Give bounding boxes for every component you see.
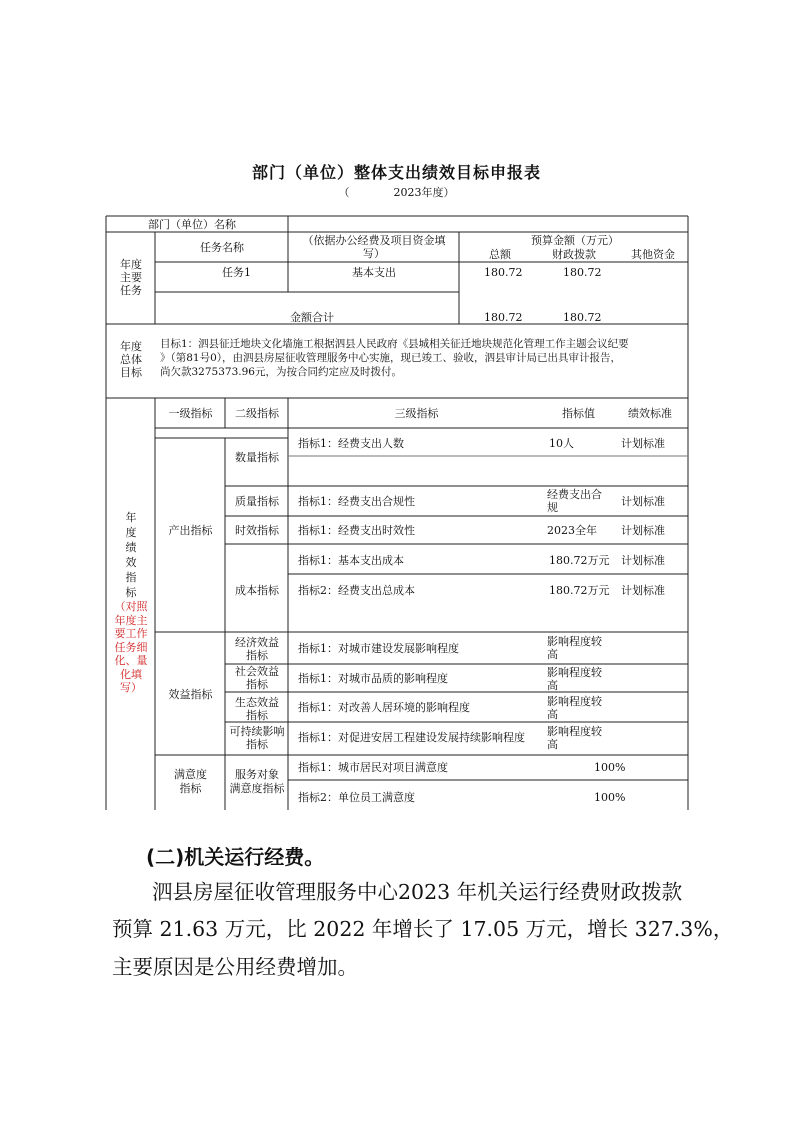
task1-total: 180.72 xyxy=(484,266,523,279)
eco-label-1: 生态效益 xyxy=(235,696,279,709)
overall-goal-line-1: 目标1：泗县征迁地块文化墙施工根据泗县人民政府《县城相关征迁地块规范化管理工作主题会议纪要 xyxy=(160,338,629,350)
task1-basis: 基本支出 xyxy=(352,266,396,279)
indicator-timeliness-1: 指标1：经费支出时效性 xyxy=(298,524,415,537)
service-label-2: 满意度指标 xyxy=(229,782,285,795)
annual-tasks-label-2: 主要 xyxy=(120,271,142,284)
other-header: 其他资金 xyxy=(631,248,675,261)
indicator-cost-1-value: 180.72万元 xyxy=(549,554,610,567)
sustain-benefit-label xyxy=(224,725,290,751)
indicator-cost-2: 指标2：经费支出总成本 xyxy=(298,584,415,597)
indicator-satisfaction-1-value: 100% xyxy=(594,761,626,774)
economic-label-1: 经济效益 xyxy=(235,636,279,649)
sustain-value-2: 高 xyxy=(547,738,558,751)
indicator-economic-1-value xyxy=(547,635,602,661)
budget-header: 预算金额（万元） xyxy=(531,234,619,247)
basis-header-2: 写） xyxy=(363,247,385,260)
annual-tasks-label xyxy=(108,258,154,297)
perf-note-4: 任务细 xyxy=(114,640,148,654)
annual-tasks-label-1: 年度 xyxy=(120,258,142,271)
indicator-cost-1: 指标1：基本支出成本 xyxy=(298,554,404,567)
service-label-1: 服务对象 xyxy=(235,768,279,781)
dept-name-label: 部门（单位）名称 xyxy=(148,218,236,231)
overall-goal-label-1: 年度 xyxy=(120,340,142,353)
quality-value-2: 规 xyxy=(547,501,558,514)
indicator-quality-1: 指标1：经费支出合规性 xyxy=(298,495,415,508)
indicator-satisfaction-1: 指标1：城市居民对项目满意度 xyxy=(298,761,448,774)
overall-goal-label-2: 总体 xyxy=(120,353,142,366)
header-level1: 一级指标 xyxy=(168,407,213,420)
section-heading: (二)机关运行经费。 xyxy=(146,845,325,869)
indicator-economic-1: 指标1：对城市建设发展影响程度 xyxy=(298,642,459,655)
perf-note-2: 年度主 xyxy=(114,613,148,627)
page-title: 部门（单位）整体支出绩效目标申报表 xyxy=(251,163,541,182)
paragraph-line-1: 泗县房屋征收管理服务中心2023 年机关运行经费财政拨款 xyxy=(152,880,683,904)
indicator-sustain-1: 指标1：对促进安居工程建设发展持续影响程度 xyxy=(298,731,525,744)
eco-benefit-label xyxy=(226,696,288,722)
task1-name: 任务1 xyxy=(222,266,251,279)
overall-goal-text xyxy=(160,337,629,379)
header-level2: 二级指标 xyxy=(235,407,279,420)
indicator-quantity-1: 指标1：经费支出人数 xyxy=(298,437,404,450)
subtitle-year: 2023年度） xyxy=(393,186,455,199)
social-value-1: 影响程度较 xyxy=(547,666,602,679)
indicator-eco-1-value xyxy=(547,695,602,721)
sustain-label-2: 指标 xyxy=(246,738,268,751)
social-value-2: 高 xyxy=(547,679,558,692)
perf-indicators-note xyxy=(108,600,154,695)
indicator-timeliness-1-value: 2023全年 xyxy=(547,524,597,537)
overall-goal-line-2: 》（第81号0），由泗县房屋征收管理服务中心实施，现已竣工、验收，泗县审计局已出具审计报告， xyxy=(160,352,622,364)
perf-note-1: （对照 xyxy=(114,600,148,613)
economic-value-2: 高 xyxy=(547,648,558,661)
basis-header-1: （依据办公经费及项目资金填 xyxy=(302,234,446,247)
eco-value-2: 高 xyxy=(547,708,558,721)
quality-indicators-label: 质量指标 xyxy=(235,495,279,508)
indicator-social-1-value xyxy=(547,666,602,692)
social-label-2: 指标 xyxy=(246,678,268,691)
perf-label-6: 标 xyxy=(125,586,137,599)
header-value: 指标值 xyxy=(562,407,595,420)
indicator-cost-2-std: 计划标准 xyxy=(621,584,665,597)
paragraph-line-2: 预算 21.63 万元，比 2022 年增长了 17.05 万元，增长 327.3%， xyxy=(112,917,734,941)
sustain-value-1: 影响程度较 xyxy=(547,725,602,738)
indicator-timeliness-1-std: 计划标准 xyxy=(621,524,665,537)
perf-label-4: 效 xyxy=(125,556,137,569)
header-level3: 三级指标 xyxy=(394,407,439,420)
paragraph-line-3: 主要原因是公用经费增加。 xyxy=(112,955,358,979)
satisfaction-label-2: 指标 xyxy=(179,782,202,795)
social-label-1: 社会效益 xyxy=(235,665,279,678)
satisfaction-label-1: 满意度 xyxy=(174,768,207,781)
cost-indicators-label: 成本指标 xyxy=(235,584,279,597)
total-header: 总额 xyxy=(489,248,511,261)
indicator-quantity-1-value: 10人 xyxy=(549,437,574,450)
sum-label: 金额合计 xyxy=(290,311,334,324)
benefit-indicators-label: 效益指标 xyxy=(168,688,213,701)
sum-total: 180.72 xyxy=(484,311,523,324)
indicator-quality-1-value xyxy=(547,488,602,514)
subtitle-paren: （ xyxy=(338,186,350,199)
perf-note-7: 写） xyxy=(120,681,142,694)
eco-label-2: 指标 xyxy=(246,709,268,722)
perf-label-5: 指 xyxy=(125,571,137,584)
annual-tasks-label-3: 任务 xyxy=(120,284,142,297)
perf-note-3: 要工作 xyxy=(114,627,148,640)
economic-benefit-label xyxy=(226,636,288,662)
header-standard: 绩效标准 xyxy=(628,407,672,420)
perf-note-5: 化、量 xyxy=(114,654,148,667)
perf-label-2: 度 xyxy=(125,526,137,539)
fiscal-header: 财政拨款 xyxy=(552,248,596,261)
overall-goal-label xyxy=(108,340,154,379)
indicator-satisfaction-2: 指标2：单位员工满意度 xyxy=(298,791,415,804)
economic-value-1: 影响程度较 xyxy=(547,635,602,648)
output-indicators-label: 产出指标 xyxy=(168,524,213,537)
satisfaction-indicators-label xyxy=(156,768,225,796)
eco-value-1: 影响程度较 xyxy=(547,695,602,708)
indicator-social-1: 指标1：对城市品质的影响程度 xyxy=(298,672,448,685)
overall-goal-label-3: 目标 xyxy=(120,366,142,379)
indicator-cost-1-std: 计划标准 xyxy=(621,554,665,567)
perf-label-3: 绩 xyxy=(125,541,137,554)
overall-goal-line-3: 尚欠款3275373.96元，为按合同约定应及时拨付。 xyxy=(160,366,402,378)
indicator-satisfaction-2-value: 100% xyxy=(594,791,626,804)
indicator-quality-1-std: 计划标准 xyxy=(621,495,665,508)
service-satisfaction-label xyxy=(224,768,290,796)
sustain-label-1: 可持续影响 xyxy=(229,725,285,738)
indicator-eco-1: 指标1：对改善人居环境的影响程度 xyxy=(298,701,470,714)
quality-value-1: 经费支出合 xyxy=(547,488,602,501)
perf-indicators-label xyxy=(108,510,154,600)
indicator-cost-2-value: 180.72万元 xyxy=(549,584,610,597)
quantity-indicators-label: 数量指标 xyxy=(235,451,279,464)
task-name-header: 任务名称 xyxy=(200,241,244,254)
task1-fiscal: 180.72 xyxy=(563,266,602,279)
indicator-sustain-1-value xyxy=(547,725,602,751)
sum-fiscal: 180.72 xyxy=(563,311,602,324)
timeliness-indicators-label: 时效指标 xyxy=(235,524,279,537)
perf-note-6: 化填 xyxy=(120,667,142,681)
perf-label-1: 年 xyxy=(125,511,137,524)
social-benefit-label xyxy=(226,665,288,691)
indicator-quantity-1-std: 计划标准 xyxy=(621,437,665,450)
economic-label-2: 指标 xyxy=(246,649,268,662)
page-subtitle xyxy=(0,184,793,200)
